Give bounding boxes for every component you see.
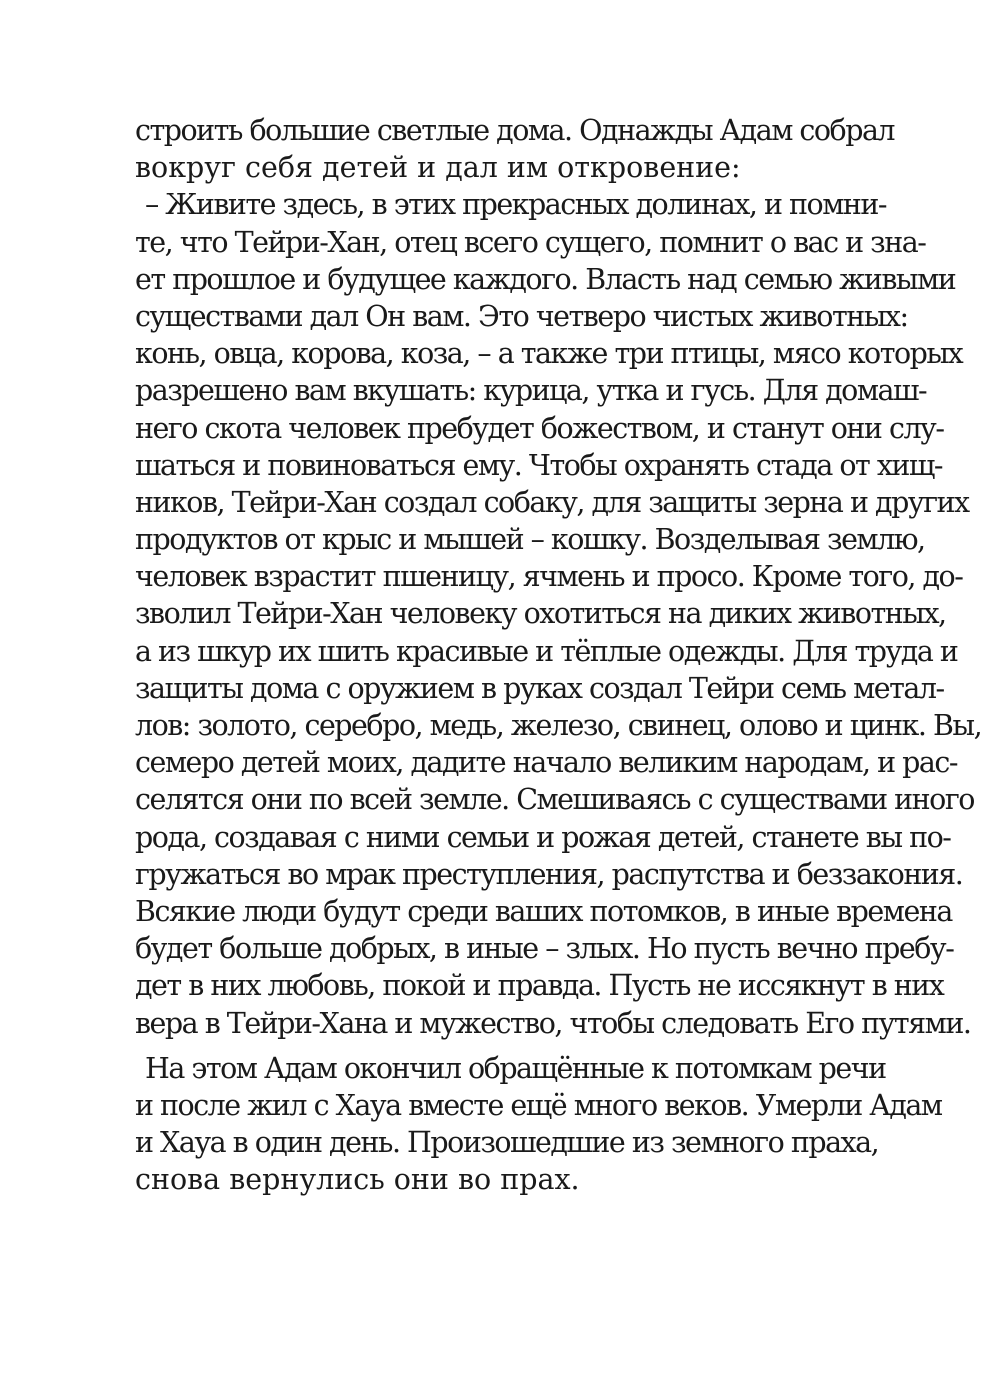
text-line: строить большие светлые дома. Однажды Адам собрал: [135, 114, 895, 147]
text-line: человек взрастит пшеницу, ячмень и просо. Кроме того, до-: [135, 560, 963, 594]
text-line: защиты дома с оружием в руках создал Тейри семь метал-: [135, 671, 944, 705]
text-line: зволил Тейри-Хан человеку охотиться на диких животных,: [135, 597, 946, 631]
text-line: гружаться во мрак преступления, распутства и беззакония.: [135, 857, 963, 891]
text-line: те, что Тейри-Хан, отец всего сущего, помнит о вас и зна-: [135, 225, 926, 259]
text-line: шаться и повиноваться ему. Чтобы охранять стада от хищ-: [135, 448, 943, 482]
text-line: а из шкур их шить красивые и тёплые одежды. Для труда и: [135, 634, 958, 668]
text-line: селятся они по всей земле. Смешиваясь с существами иного: [135, 783, 974, 817]
text-line: вокруг себя детей и дал им откровение:: [135, 151, 741, 185]
text-line: и после жил с Хауа вместе ещё много веков. Умерли Адам: [135, 1088, 942, 1122]
text-line: разрешено вам вкушать: курица, утка и гусь. Для домаш-: [135, 374, 927, 408]
text-line: существами дал Он вам. Это четверо чистых животных:: [135, 299, 908, 333]
text-line: вера в Тейри-Хана и мужество, чтобы следовать Его путями.: [135, 1006, 971, 1040]
text-line: На этом Адам окончил обращённые к потомкам речи: [145, 1051, 886, 1085]
body-text: [135, 112, 982, 1198]
text-line: семеро детей моих, дадите начало великим народам, и рас-: [135, 746, 958, 780]
text-line: продуктов от крыс и мышей – кошку. Возделывая землю,: [135, 523, 925, 557]
text-line: и Хауа в один день. Произошедшие из земного праха,: [135, 1126, 879, 1160]
text-line: рода, создавая с ними семьи и рожая детей, станете вы по-: [135, 820, 951, 854]
text-line: ников, Тейри-Хан создал собаку, для защиты зерна и других: [135, 485, 969, 519]
text-line: – Живите здесь, в этих прекрасных долинах, и помни-: [145, 188, 886, 222]
text-line: будет больше добрых, в иные – злых. Но пусть вечно пребу-: [135, 932, 954, 966]
text-line: ет прошлое и будущее каждого. Власть над семью живыми: [135, 262, 956, 296]
text-line: дет в них любовь, покой и правда. Пусть не иссякнут в них: [135, 969, 944, 1003]
text-line: лов: золото, серебро, медь, железо, свинец, олово и цинк. Вы,: [135, 709, 982, 742]
text-line: конь, овца, корова, коза, – а также три птицы, мясо которых: [135, 337, 963, 371]
text-line: Всякие люди будут среди ваших потомков, в иные времена: [135, 894, 952, 928]
text-line: него скота человек пребудет божеством, и станут они слу-: [135, 411, 944, 445]
paragraph-gap: [135, 1042, 870, 1050]
text-line: снова вернулись они во прах.: [135, 1163, 580, 1197]
